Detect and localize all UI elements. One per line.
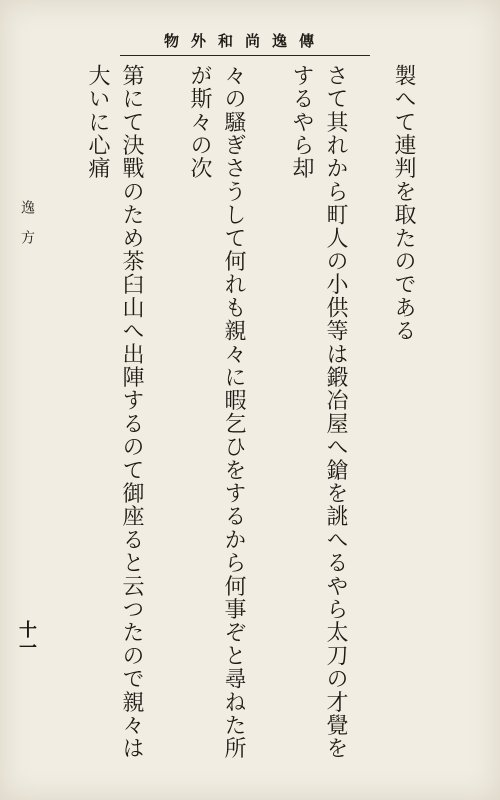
- text-column: 製へて連判を取たのである: [391, 64, 416, 343]
- header-rule: [120, 55, 370, 56]
- vertical-text-body: [44, 64, 454, 774]
- text-column: 第にて決戰のため茶臼山へ出陣するのて御座ると云つたので親々は大いに心痛: [85, 64, 144, 760]
- header-title: 物外和尚逸傳: [163, 32, 326, 50]
- running-header: [120, 30, 370, 56]
- page-number: 十一: [16, 620, 37, 656]
- running-footer-title: 逸方: [19, 200, 35, 260]
- text-column: [44, 64, 46, 774]
- text-column: さて其れから町人の小供等は鍛冶屋へ鎗を誂へるやら太刀の才覺をするやら却: [289, 64, 348, 760]
- text-column: 々の騷ぎさうして何れも親々に暇乞ひをするから何事ぞと尋ねた所が斯々の次: [187, 64, 246, 760]
